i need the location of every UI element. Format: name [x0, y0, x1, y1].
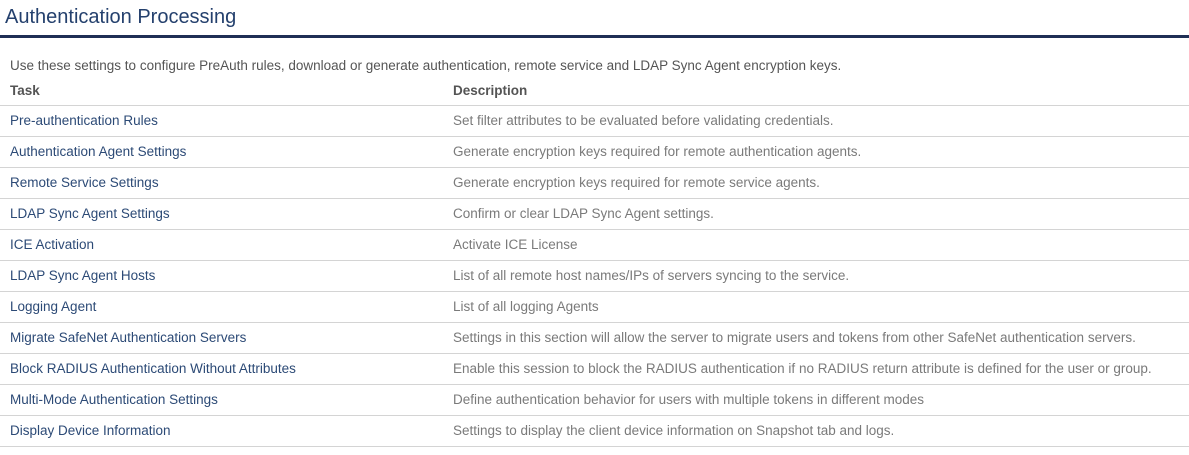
table-row	[0, 229, 1189, 260]
table-header-row	[0, 77, 1189, 105]
table-row	[0, 353, 1189, 384]
task-description: List of all logging Agents	[452, 291, 1189, 322]
table-row	[0, 384, 1189, 415]
task-link[interactable]: Authentication Agent Settings	[10, 144, 187, 159]
task-cell	[0, 322, 452, 353]
task-cell	[0, 167, 452, 198]
task-description: Activate ICE License	[452, 229, 1189, 260]
table-row	[0, 260, 1189, 291]
intro-text: Use these settings to configure PreAuth rules, download or generate authentication, remote service and LDAP Sync Agent encryption keys.	[10, 58, 842, 73]
task-link[interactable]: Remote Service Settings	[10, 175, 159, 190]
task-link[interactable]: Display Device Information	[10, 423, 171, 438]
task-description: Settings in this section will allow the server to migrate users and tokens from other SafeNet authentication servers.	[452, 322, 1189, 353]
task-cell	[0, 198, 452, 229]
task-description: Define authentication behavior for users with multiple tokens in different modes	[452, 384, 1189, 415]
task-table	[0, 77, 1189, 447]
task-cell	[0, 291, 452, 322]
column-header-task: Task	[0, 77, 452, 105]
task-cell	[0, 415, 452, 446]
task-cell	[0, 136, 452, 167]
task-description: Settings to display the client device information on Snapshot tab and logs.	[452, 415, 1189, 446]
table-row	[0, 136, 1189, 167]
task-link[interactable]: Migrate SafeNet Authentication Servers	[10, 330, 247, 345]
task-description: Generate encryption keys required for remote authentication agents.	[452, 136, 1189, 167]
task-link[interactable]: LDAP Sync Agent Settings	[10, 206, 170, 221]
task-link[interactable]: LDAP Sync Agent Hosts	[10, 268, 156, 283]
column-header-description: Description	[452, 77, 1189, 105]
task-link[interactable]: Pre-authentication Rules	[10, 113, 158, 128]
task-link[interactable]: Block RADIUS Authentication Without Attributes	[10, 361, 296, 376]
task-description: Enable this session to block the RADIUS authentication if no RADIUS return attribute is defined for the user or group.	[452, 353, 1189, 384]
table-row	[0, 105, 1189, 136]
table-row	[0, 415, 1189, 446]
task-cell	[0, 260, 452, 291]
table-row	[0, 167, 1189, 198]
task-description: Confirm or clear LDAP Sync Agent settings.	[452, 198, 1189, 229]
table-body	[0, 105, 1189, 446]
task-cell	[0, 229, 452, 260]
table-row	[0, 322, 1189, 353]
task-cell	[0, 353, 452, 384]
title-divider	[0, 35, 1189, 38]
task-description: Set filter attributes to be evaluated before validating credentials.	[452, 105, 1189, 136]
task-link[interactable]: Logging Agent	[10, 299, 97, 314]
table-row	[0, 291, 1189, 322]
table-row	[0, 198, 1189, 229]
task-description: Generate encryption keys required for remote service agents.	[452, 167, 1189, 198]
page-title: Authentication Processing	[5, 6, 237, 28]
task-link[interactable]: Multi-Mode Authentication Settings	[10, 392, 218, 407]
task-cell	[0, 384, 452, 415]
task-description: List of all remote host names/IPs of servers syncing to the service.	[452, 260, 1189, 291]
task-cell	[0, 105, 452, 136]
task-link[interactable]: ICE Activation	[10, 237, 95, 252]
